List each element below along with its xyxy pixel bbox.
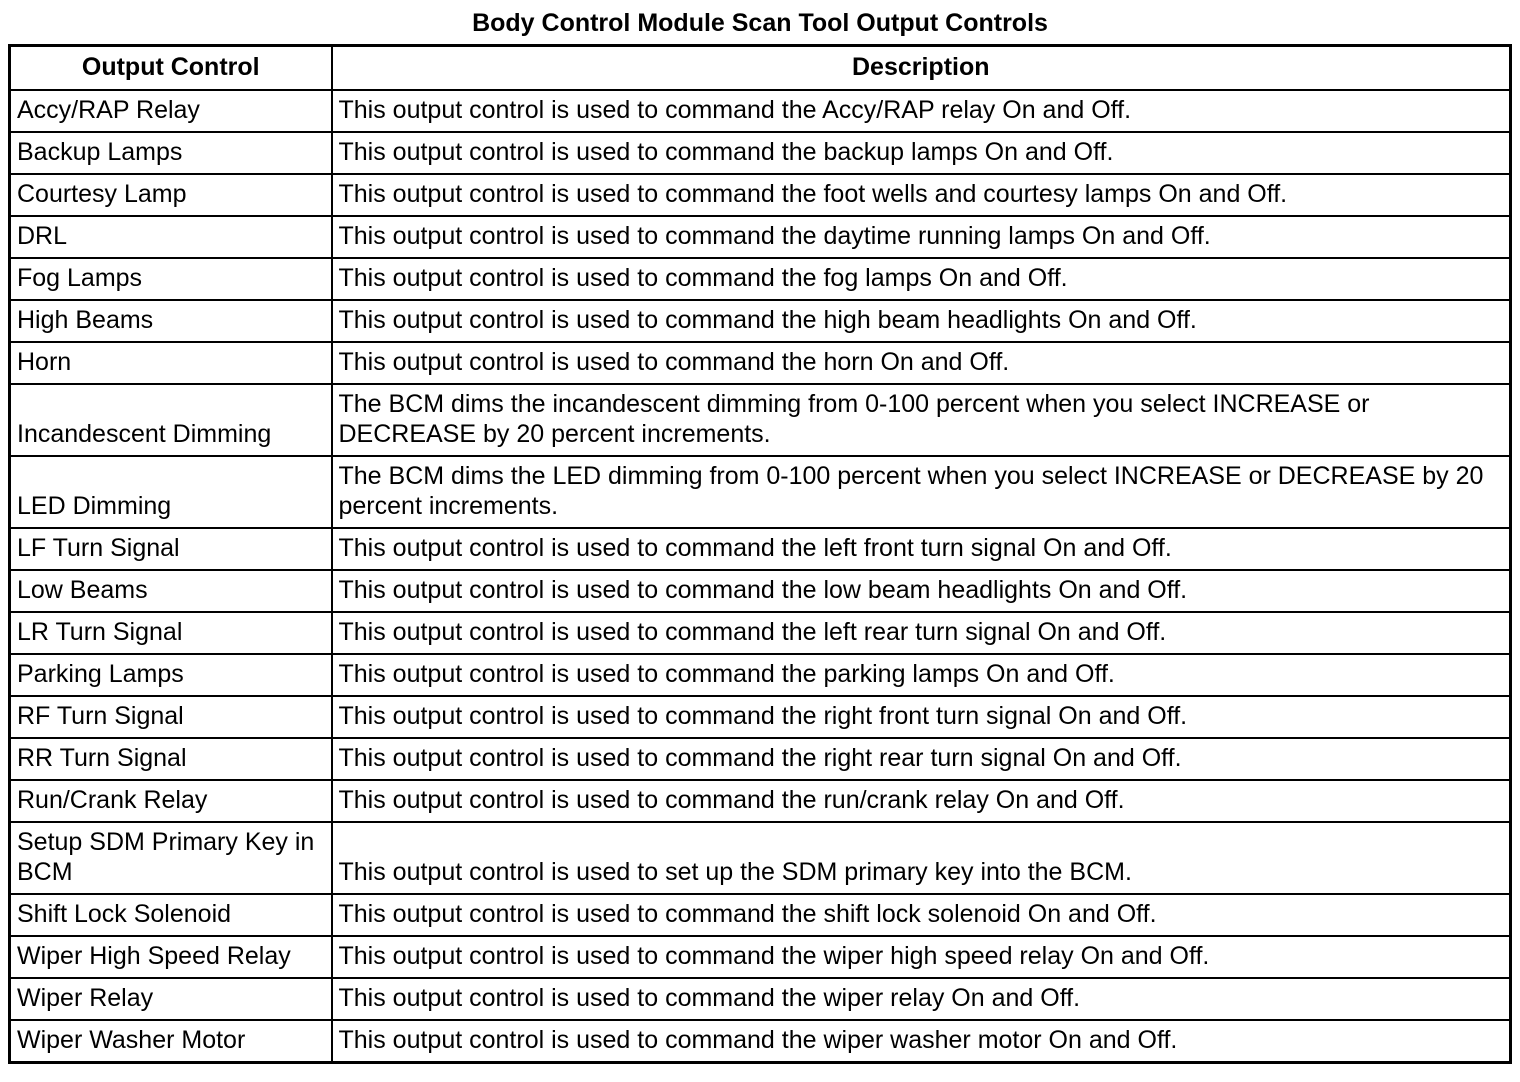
description-cell: This output control is used to command the daytime running lamps On and Off. [332,216,1511,258]
output-control-cell: High Beams [10,300,332,342]
description-cell: This output control is used to command the shift lock solenoid On and Off. [332,894,1511,936]
table-row [10,978,1511,1020]
table-row [10,612,1511,654]
table-row [10,570,1511,612]
output-controls-table [8,44,1512,1064]
table-row [10,696,1511,738]
description-cell: This output control is used to command the wiper relay On and Off. [332,978,1511,1020]
description-cell: This output control is used to command the run/crank relay On and Off. [332,780,1511,822]
column-header-description: Description [332,46,1511,91]
description-cell: This output control is used to command the high beam headlights On and Off. [332,300,1511,342]
description-cell: The BCM dims the incandescent dimming from 0-100 percent when you select INCREASE or DECREASE by 20 percent increments. [332,384,1511,456]
table-row [10,780,1511,822]
output-control-cell: RF Turn Signal [10,696,332,738]
output-control-cell: Setup SDM Primary Key in BCM [10,822,332,894]
output-control-cell: Accy/RAP Relay [10,90,332,132]
table-row [10,936,1511,978]
description-cell: This output control is used to command the low beam headlights On and Off. [332,570,1511,612]
description-cell: This output control is used to command the right rear turn signal On and Off. [332,738,1511,780]
description-cell: This output control is used to command the parking lamps On and Off. [332,654,1511,696]
description-cell: This output control is used to command the wiper high speed relay On and Off. [332,936,1511,978]
output-control-cell: LR Turn Signal [10,612,332,654]
table-row [10,654,1511,696]
output-control-cell: LF Turn Signal [10,528,332,570]
table-row [10,738,1511,780]
description-cell: This output control is used to command the right front turn signal On and Off. [332,696,1511,738]
output-control-cell: Courtesy Lamp [10,174,332,216]
page-title: Body Control Module Scan Tool Output Controls [472,9,1048,37]
description-cell: This output control is used to command the wiper washer motor On and Off. [332,1020,1511,1063]
description-cell: This output control is used to command the horn On and Off. [332,342,1511,384]
table-row [10,300,1511,342]
description-cell: This output control is used to command the left front turn signal On and Off. [332,528,1511,570]
output-control-cell: Run/Crank Relay [10,780,332,822]
table-row [10,822,1511,894]
output-control-cell: Low Beams [10,570,332,612]
table-row [10,456,1511,528]
output-control-cell: Shift Lock Solenoid [10,894,332,936]
output-control-cell: Wiper Relay [10,978,332,1020]
description-cell: The BCM dims the LED dimming from 0-100 percent when you select INCREASE or DECREASE by 20 percent increments. [332,456,1511,528]
table-row [10,174,1511,216]
table-row [10,384,1511,456]
description-cell: This output control is used to command the Accy/RAP relay On and Off. [332,90,1511,132]
table-row [10,528,1511,570]
output-control-cell: Backup Lamps [10,132,332,174]
output-control-cell: DRL [10,216,332,258]
table-row [10,132,1511,174]
output-control-cell: LED Dimming [10,456,332,528]
table-row [10,90,1511,132]
output-control-cell: Horn [10,342,332,384]
table-row [10,894,1511,936]
output-control-cell: Incandescent Dimming [10,384,332,456]
output-control-cell: Fog Lamps [10,258,332,300]
column-header-output-control: Output Control [10,46,332,91]
output-control-cell: Parking Lamps [10,654,332,696]
output-control-cell: Wiper High Speed Relay [10,936,332,978]
output-control-cell: RR Turn Signal [10,738,332,780]
table-row [10,1020,1511,1063]
description-cell: This output control is used to command the left rear turn signal On and Off. [332,612,1511,654]
description-cell: This output control is used to command the fog lamps On and Off. [332,258,1511,300]
output-control-cell: Wiper Washer Motor [10,1020,332,1063]
table-header-row [10,46,1511,91]
table-row [10,216,1511,258]
description-cell: This output control is used to set up the SDM primary key into the BCM. [332,822,1511,894]
description-cell: This output control is used to command the foot wells and courtesy lamps On and Off. [332,174,1511,216]
table-row [10,258,1511,300]
description-cell: This output control is used to command the backup lamps On and Off. [332,132,1511,174]
table-row [10,342,1511,384]
